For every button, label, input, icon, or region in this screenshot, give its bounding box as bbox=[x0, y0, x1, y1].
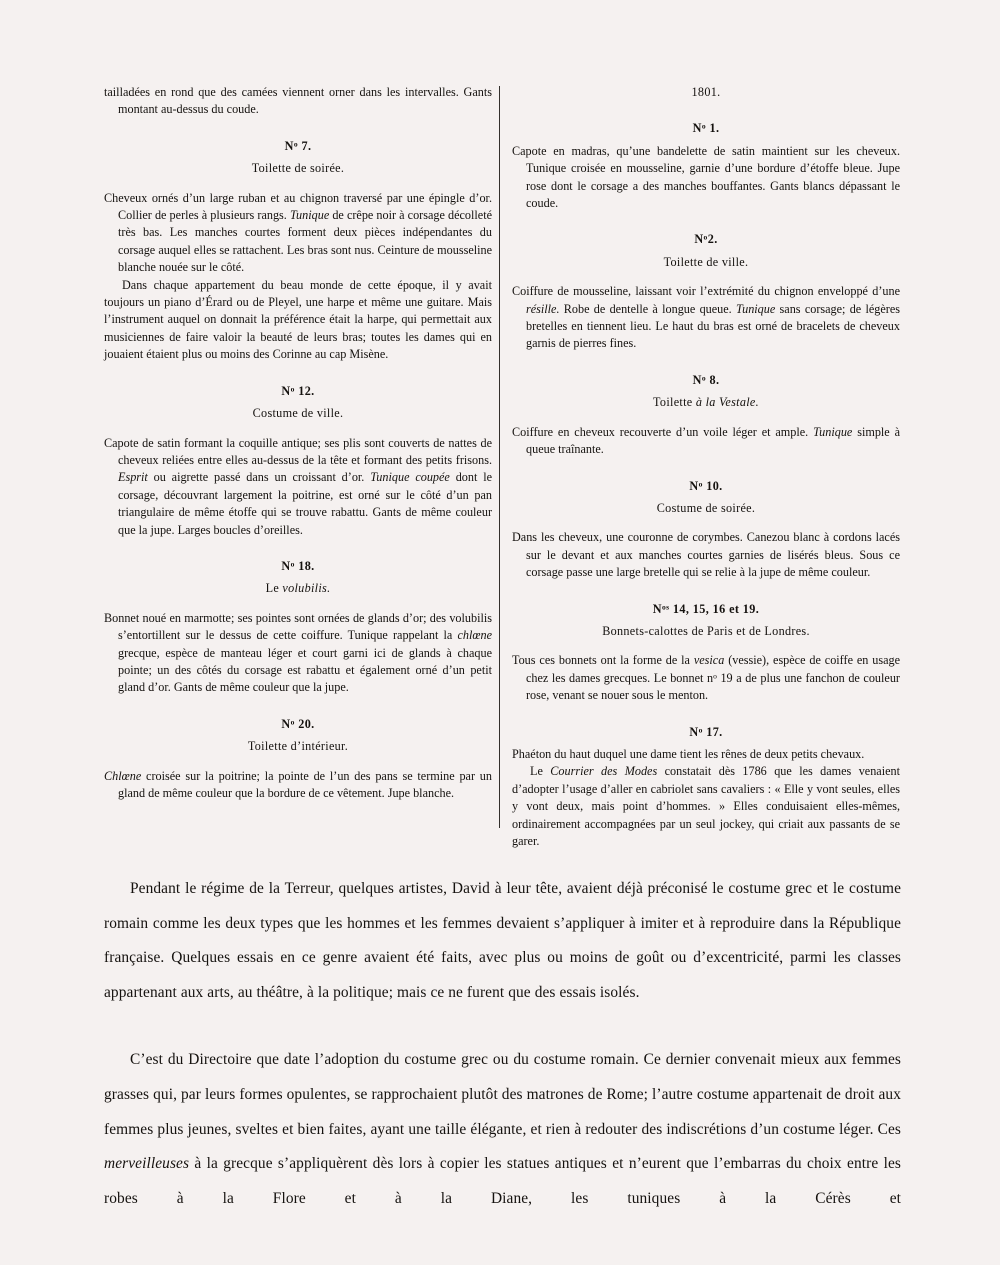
left-column-entry bbox=[104, 383, 492, 539]
entry-paragraph: Phaéton du haut duquel une dame tient les rênes de deux petits chevaux. bbox=[512, 746, 865, 761]
entry-number-heading: $N^o$ 8. bbox=[692, 372, 720, 387]
entry-number-heading: $N^o2$. bbox=[694, 232, 718, 247]
entry-paragraph: Dans les cheveux, une couronne de corymbes. Canezou blanc à cordons lacés sur le devant et aux manches courtes garnies de lisérés bleus. Sous ce corsage passe une large bretelle qui se relie à la jupe de même couleur. bbox=[512, 530, 900, 580]
right-column-entry bbox=[512, 120, 900, 212]
essay-paragraph-2: C’est du Directoire que date l’adoption du costume grec ou du costume romain. Ce dernier convenait mieux aux femmes grasses qui, par leurs formes opulentes, se rapprochaient plutôt des matrones de Rome; l’autre costume appartenait de droit aux femmes plus jeunes, sveltes et bien faites, ayant une taille élégante, et rien à redouter des indiscrétions d’un costume léger. Ces merveilleuses à la grecque s’appliquèrent dès lors à copier les statues antiques et n’eurent que l’embarras du choix entre les robes à la Flore et à la Diane, les tuniques à la Cérès et bbox=[104, 1051, 901, 1207]
entry-paragraph: Coiffure de mousseline, laissant voir l’extrémité du chignon enveloppé d’une résille. Robe de dentelle à longue queue. Tunique sans corsage; de légères bretelles en tiennent lieu. Le haut du bras est orné de bracelets de cheveux garnis de pierres fines. bbox=[512, 284, 900, 351]
entry-subtitle: Toilette de soirée. bbox=[251, 161, 345, 176]
two-column-section bbox=[0, 84, 1000, 848]
right-column-entry bbox=[512, 724, 900, 851]
entry-paragraph: Bonnet noué en marmotte; ses pointes sont ornées de glands d’or; des volubilis s’entortillent sur le dessus de cette coiffure. Tunique rappelant la chlœne grecque, espèce de manteau léger et court garni ici de glands à chaque pointe; un des côtés du corsage est rabattu et également orné d’un petit gland d’or. Gants de même couleur que la jupe. bbox=[104, 610, 492, 695]
entry-paragraph: Tous ces bonnets ont la forme de la vesica (vessie), espèce de coiffe en usage chez les dames grecques. Le bonnet $n^o$ 19 a de plus une fanchon de couleur rose, venant se nouer sous le menton. bbox=[512, 653, 900, 703]
entry-subtitle: Toilette d’intérieur. bbox=[247, 739, 349, 754]
entry-paragraph: Chlœne croisée sur la poitrine; la pointe de l’un des pans se termine par un gland de même couleur que la bordure de ce vêtement. Jupe blanche. bbox=[104, 768, 492, 800]
right-column-entries bbox=[512, 120, 900, 850]
entry-number-heading: $N^o$ 12. bbox=[281, 383, 315, 398]
left-column-entry bbox=[104, 138, 492, 364]
entry-paragraph: Cheveux ornés d’un large ruban et au chignon traversé par une épingle d’or. Collier de perles à plusieurs rangs. Tunique de crêpe noir à corsage décolleté très bas. Les manches courtes forment deux pièces indépendantes du corsage auquel elles se rattachent. Les bras sont nus. Ceinture de mousseline blanche nouée sur le côté. bbox=[104, 190, 492, 275]
entry-subtitle: Costume de ville. bbox=[252, 406, 344, 421]
right-column-entry bbox=[512, 478, 900, 582]
entry-number-heading: $N^o$ 17. bbox=[689, 724, 723, 739]
essay-paragraph-1: Pendant le régime de la Terreur, quelques artistes, David à leur tête, avaient déjà préconisé le costume grec et le costume romain comme les deux types que les hommes et les femmes devaient s’appliquer à imiter et à reproduire dans la République française. Quelques essais en ce genre avaient été faits, avec plus ou moins de goût ou d’excentricité, parmi les classes appartenant aux arts, au théâtre, à la politique; mais ce ne furent que des essais isolés. bbox=[104, 880, 901, 1001]
entry-number-heading: $N^o$ 10. bbox=[689, 478, 723, 493]
essay-section bbox=[104, 872, 901, 1216]
left-column-entry bbox=[104, 716, 492, 803]
entry-number-heading: $N^{os}$ 14, 15, 16 et 19. bbox=[652, 601, 760, 616]
left-column-entry bbox=[104, 558, 492, 697]
entry-subtitle: Bonnets-calottes de Paris et de Londres. bbox=[602, 623, 810, 638]
entry-number-heading: $N^o$ 1. bbox=[692, 121, 720, 136]
entry-paragraph: Coiffure en cheveux recouverte d’un voile léger et ample. Tunique simple à queue traînante. bbox=[512, 424, 900, 457]
entry-paragraph: Dans chaque appartement du beau monde de cette époque, il y avait toujours un piano d’Érard ou de Pleyel, une harpe et même une guitare. Mais l’instrument auquel on donnait la préférence était la harpe, qui permettait aux musiciennes de faire valoir la beauté de leurs bras; toutes les dames qui en jouaient étaient plus ou moins des Corinne au cap Misène. bbox=[104, 277, 492, 362]
entry-paragraph: Capote de satin formant la coquille antique; ses plis sont couverts de nattes de cheveux reliées entre elles au-dessus de la tête et formant des petits frisons. Esprit ou aigrette passé dans un croissant d’or. Tunique coupée dont le corsage, découvrant largement la poitrine, est orné sur le côté d’un pan triangulaire de même étoffe qui se trouve rabattu. Gants de même couleur que la jupe. Larges boucles d’oreilles. bbox=[104, 435, 492, 537]
right-column-entry bbox=[512, 601, 900, 705]
entry-subtitle: Le volubilis. bbox=[265, 581, 331, 596]
entry-paragraph: Capote en madras, qu’une bandelette de satin maintient sur les cheveux. Tunique croisée en mousseline, garnie d’une bordure d’étoffe bleue. Jupe rose dont le corsage a des manches bouffantes. Gants blancs dépassant le coude. bbox=[512, 143, 900, 211]
right-column-entry bbox=[512, 372, 900, 459]
entry-paragraph: Le Courrier des Modes constatait dès 1786 que les dames venaient d’adopter l’usage d’aller en cabriolet sans cavaliers : « Elle y vont seules, elles y vont deux, mais point d’hommes. » Elles conduisaient elles-mêmes, ordinairement accompagnées par un seul jockey, qui criait aux passants de se garer. bbox=[512, 764, 900, 848]
right-column bbox=[512, 84, 900, 850]
left-column-continuation-paragraph: tailladées en rond que des camées viennent orner dans les intervalles. Gants montant au-dessus du coude. bbox=[104, 85, 492, 117]
left-column-entries bbox=[104, 138, 492, 803]
right-column-entry bbox=[512, 231, 900, 352]
entry-number-heading: $N^o$ 7. bbox=[284, 138, 312, 153]
entry-number-heading: $N^o$ 20. bbox=[281, 716, 315, 731]
entry-subtitle: Toilette à la Vestale. bbox=[653, 395, 759, 410]
year-heading: 1801. bbox=[691, 85, 721, 99]
entry-number-heading: $N^o$ 18. bbox=[281, 558, 315, 573]
entry-subtitle: Toilette de ville. bbox=[663, 254, 749, 269]
left-column bbox=[104, 84, 492, 802]
column-divider-rule bbox=[499, 86, 500, 828]
entry-subtitle: Costume de soirée. bbox=[656, 500, 756, 515]
